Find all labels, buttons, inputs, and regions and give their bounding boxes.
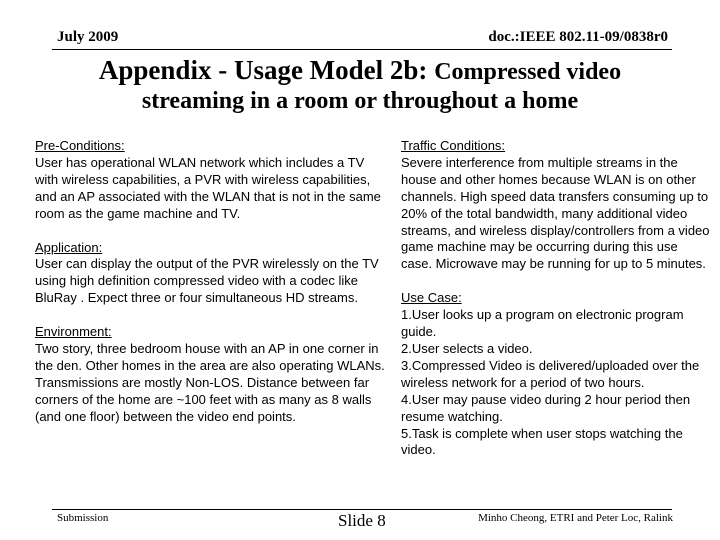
use-case-step: 3.Compressed Video is delivered/uploaded over the wireless network for a period of two hours. [401,357,700,390]
application-section [35,240,385,308]
preconditions-heading: Pre-Conditions: [35,138,125,153]
traffic-body: Severe interference from multiple streams in the house and other homes because WLAN is on other channels. High speed data transfers consuming up to 20% of the total bandwidth, many additional video streams, and wireless display/controllers from a video game machine may be occurring during this use case. Microwave may be running for up to 5 minutes. [401,154,710,272]
header-date: July 2009 [57,29,119,45]
title-prefix: Appendix - Usage Model 2b: [98,55,435,85]
title-suffix: Compressed video [434,59,622,85]
environment-section [35,324,385,425]
use-case-step: 2.User selects a video. [401,340,533,356]
preconditions-section [35,138,385,223]
footer-divider [52,509,672,510]
traffic-section [401,138,711,273]
application-heading: Application: [35,239,103,255]
right-column [401,138,711,459]
use-case-step: 1.User looks up a program on electronic program guide. [401,307,684,340]
left-column [35,138,385,426]
preconditions-body: User has operational WLAN network which includes a TV with wireless capabilities, a PVR with wireless capabilities, and an AP associated with the WLAN that is not in the same room as the game machine and TV. [35,154,381,221]
use-case-heading: Use Case: [401,290,462,306]
slide-title-line1 [0,55,720,86]
header-doc-id: doc.:IEEE 802.11-09/0838r0 [488,29,668,45]
use-case-step: 5.Task is complete when user stops watching the video. [401,425,683,458]
use-case-step: 4.User may pause video during 2 hour period then resume watching. [401,391,691,424]
footer-authors: Minho Cheong, ETRI and Peter Loc, Ralink [478,512,673,524]
environment-heading: Environment: [35,324,112,340]
header-divider [52,49,672,50]
slide-number: Slide 8 [338,511,386,530]
environment-body: Two story, three bedroom house with an AP in one corner in the den. Other homes in the area are also operating WLANs. Transmissions are mostly Non-LOS. Distance between far corners of the home are ~100 feet with as many as 8 walls (and one floor) between the video end points. [35,341,385,424]
traffic-heading: Traffic Conditions: [401,138,506,153]
application-body: User can display the output of the PVR wirelessly on the TV using high definition compressed video with a codec like BluRay . Expect three or four simultaneous HD streams. [35,256,379,306]
slide-title-line2: streaming in a room or throughout a home [141,88,579,114]
use-case-section [401,290,711,459]
footer-submission: Submission [57,512,109,524]
